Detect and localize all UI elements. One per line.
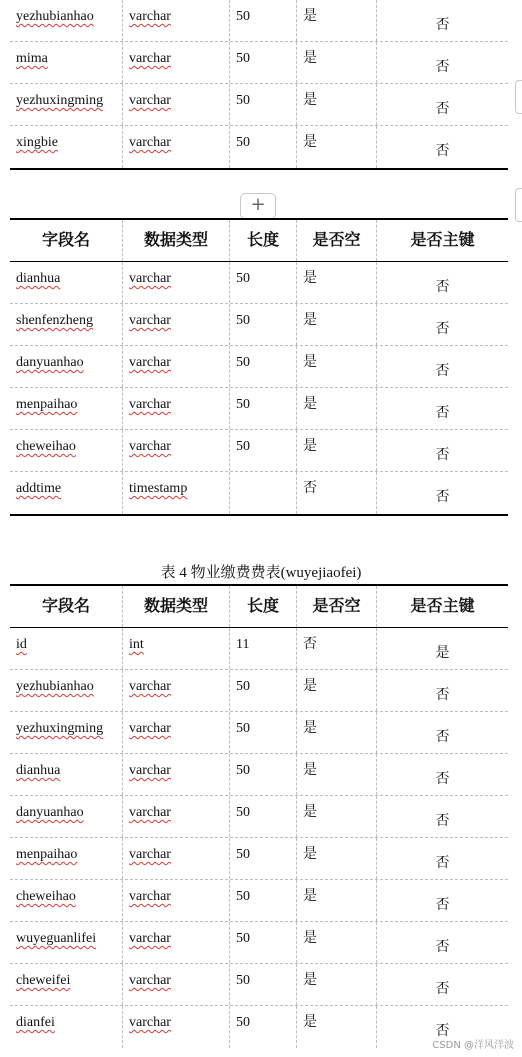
primary-key-cell: 否 (435, 856, 450, 871)
cell-text: varchar (129, 931, 171, 946)
data-type-cell (123, 42, 230, 83)
column-header: 是否主键 (410, 230, 475, 249)
data-type-cell (123, 880, 230, 921)
cell-text: cheweihao (16, 889, 76, 904)
primary-key-cell: 否 (435, 322, 450, 337)
field-name-cell (10, 126, 123, 168)
data-type-cell (123, 670, 230, 711)
nullable-cell: 是 (297, 880, 377, 921)
cell-text: varchar (129, 763, 171, 778)
primary-key-cell: 否 (435, 982, 450, 997)
length-cell: 50 (230, 838, 297, 879)
primary-key-cell: 否 (435, 1024, 450, 1039)
length-cell: 50 (230, 922, 297, 963)
nullable-cell: 是 (297, 84, 377, 125)
cell-text: danyuanhao (16, 805, 84, 820)
field-name-cell (10, 430, 123, 471)
table-row (10, 262, 508, 304)
field-name-cell (10, 0, 123, 41)
table-4 (10, 584, 508, 1048)
length-cell: 50 (230, 84, 297, 125)
field-name-cell (10, 712, 123, 753)
table-row (10, 304, 508, 346)
length-cell: 50 (230, 964, 297, 1005)
cell-text: varchar (129, 1015, 171, 1030)
right-edge-handle-bottom[interactable] (515, 188, 522, 222)
length-cell: 50 (230, 42, 297, 83)
cell-text: varchar (129, 397, 171, 412)
length-cell: 50 (230, 304, 297, 345)
field-name-cell (10, 304, 123, 345)
column-header: 字段名 (10, 220, 123, 261)
data-type-cell (123, 126, 230, 168)
data-type-cell (123, 922, 230, 963)
data-type-cell (123, 964, 230, 1005)
primary-key-cell: 否 (435, 448, 450, 463)
nullable-cell: 是 (297, 42, 377, 83)
data-type-cell (123, 262, 230, 303)
table-row (10, 922, 508, 964)
cell-text: varchar (129, 93, 171, 108)
table4-caption: 表 4 物业缴费费表(wuyejiaofei) (160, 565, 362, 581)
nullable-cell: 是 (297, 262, 377, 303)
cell-text: mima (16, 51, 48, 66)
cell-text: varchar (129, 847, 171, 862)
field-name-cell (10, 346, 123, 387)
data-type-cell (123, 754, 230, 795)
length-cell: 50 (230, 880, 297, 921)
table-row (10, 880, 508, 922)
column-header: 数据类型 (123, 220, 230, 261)
column-header: 数据类型 (123, 586, 230, 627)
nullable-cell: 是 (297, 126, 377, 168)
length-cell: 50 (230, 754, 297, 795)
nullable-cell: 是 (297, 712, 377, 753)
nullable-cell: 是 (297, 964, 377, 1005)
primary-key-cell: 否 (435, 364, 450, 379)
nullable-cell: 是 (297, 922, 377, 963)
length-cell: 50 (230, 670, 297, 711)
cell-text: varchar (129, 721, 171, 736)
table-middle (10, 218, 508, 516)
data-type-cell (123, 838, 230, 879)
cell-text: yezhubianhao (16, 679, 94, 694)
data-type-cell (123, 472, 230, 514)
right-edge-handle-top[interactable] (515, 80, 522, 114)
data-type-cell (123, 84, 230, 125)
length-cell (230, 472, 297, 514)
field-name-cell (10, 472, 123, 514)
data-type-cell (123, 628, 230, 669)
table-header-row (10, 586, 508, 628)
cell-text: cheweifei (16, 973, 71, 988)
field-name-cell (10, 964, 123, 1005)
column-header: 长度 (230, 586, 297, 627)
cell-text: shenfenzheng (16, 313, 93, 328)
table-row (10, 388, 508, 430)
field-name-cell (10, 838, 123, 879)
primary-key-cell: 否 (435, 772, 450, 787)
cell-text: varchar (129, 271, 171, 286)
table-top (10, 0, 508, 170)
cell-text: varchar (129, 889, 171, 904)
primary-key-cell: 否 (435, 940, 450, 955)
nullable-cell: 是 (297, 304, 377, 345)
cell-text: varchar (129, 679, 171, 694)
table-row (10, 838, 508, 880)
nullable-cell: 否 (297, 472, 377, 514)
length-cell: 50 (230, 1006, 297, 1048)
cell-text: varchar (129, 973, 171, 988)
column-header: 字段名 (10, 586, 123, 627)
nullable-cell: 是 (297, 1006, 377, 1048)
data-type-cell (123, 1006, 230, 1048)
primary-key-cell: 否 (435, 406, 450, 421)
length-cell: 50 (230, 262, 297, 303)
table-row (10, 472, 508, 514)
cell-text: varchar (129, 313, 171, 328)
field-name-cell (10, 42, 123, 83)
nullable-cell: 是 (297, 430, 377, 471)
table-row (10, 670, 508, 712)
primary-key-cell: 是 (435, 646, 450, 661)
column-header: 是否主键 (410, 596, 475, 615)
data-type-cell (123, 304, 230, 345)
nullable-cell: 是 (297, 0, 377, 41)
nullable-cell: 否 (297, 628, 377, 669)
field-name-cell (10, 880, 123, 921)
cell-text: dianhua (16, 763, 61, 778)
data-type-cell (123, 796, 230, 837)
length-cell: 50 (230, 796, 297, 837)
table-row (10, 346, 508, 388)
nullable-cell: 是 (297, 754, 377, 795)
primary-key-cell: 否 (435, 60, 450, 75)
data-type-cell (123, 388, 230, 429)
cell-text: yezhuxingming (16, 721, 104, 736)
table-row (10, 754, 508, 796)
length-cell: 50 (230, 346, 297, 387)
watermark: CSDN @洋风洋波 (432, 1040, 514, 1051)
cell-text: varchar (129, 135, 171, 150)
table-row (10, 712, 508, 754)
add-row-plus-icon[interactable]: + (240, 193, 276, 219)
primary-key-cell: 否 (435, 814, 450, 829)
primary-key-cell: 否 (435, 730, 450, 745)
field-name-cell (10, 262, 123, 303)
column-header: 是否空 (297, 586, 377, 627)
column-header: 长度 (230, 220, 297, 261)
cell-text: cheweihao (16, 439, 76, 454)
cell-text: wuyeguanlifei (16, 931, 97, 946)
cell-text: xingbie (16, 135, 58, 150)
table-row (10, 964, 508, 1006)
table-row (10, 84, 508, 126)
field-name-cell (10, 670, 123, 711)
cell-text: yezhubianhao (16, 9, 94, 24)
primary-key-cell: 否 (435, 490, 450, 505)
nullable-cell: 是 (297, 838, 377, 879)
cell-text: yezhuxingming (16, 93, 104, 108)
field-name-cell (10, 754, 123, 795)
cell-text: varchar (129, 355, 171, 370)
table-row (10, 126, 508, 168)
cell-text: menpaihao (16, 847, 78, 862)
field-name-cell (10, 628, 123, 669)
cell-text: dianhua (16, 271, 61, 286)
primary-key-cell: 否 (435, 688, 450, 703)
cell-text: int (129, 637, 144, 652)
length-cell: 50 (230, 712, 297, 753)
cell-text: timestamp (129, 481, 188, 496)
nullable-cell: 是 (297, 796, 377, 837)
data-type-cell (123, 430, 230, 471)
table-row (10, 0, 508, 42)
table-row (10, 628, 508, 670)
data-type-cell (123, 712, 230, 753)
length-cell: 50 (230, 430, 297, 471)
column-header: 是否空 (297, 220, 377, 261)
primary-key-cell: 否 (435, 898, 450, 913)
cell-text: varchar (129, 439, 171, 454)
nullable-cell: 是 (297, 346, 377, 387)
nullable-cell: 是 (297, 670, 377, 711)
nullable-cell: 是 (297, 388, 377, 429)
cell-text: dianfei (16, 1015, 55, 1030)
data-type-cell (123, 0, 230, 41)
primary-key-cell: 否 (435, 102, 450, 117)
cell-text: id (16, 637, 27, 652)
field-name-cell (10, 388, 123, 429)
table-row (10, 796, 508, 838)
cell-text: addtime (16, 481, 62, 496)
cell-text: varchar (129, 51, 171, 66)
table-header-row (10, 220, 508, 262)
cell-text: varchar (129, 805, 171, 820)
length-cell: 50 (230, 0, 297, 41)
field-name-cell (10, 922, 123, 963)
table-row (10, 42, 508, 84)
field-name-cell (10, 796, 123, 837)
primary-key-cell: 否 (435, 18, 450, 33)
length-cell: 50 (230, 126, 297, 168)
field-name-cell (10, 84, 123, 125)
cell-text: danyuanhao (16, 355, 84, 370)
cell-text: varchar (129, 9, 171, 24)
primary-key-cell: 否 (435, 144, 450, 159)
field-name-cell (10, 1006, 123, 1048)
length-cell: 11 (230, 628, 297, 669)
table-row (10, 430, 508, 472)
cell-text: menpaihao (16, 397, 78, 412)
length-cell: 50 (230, 388, 297, 429)
primary-key-cell: 否 (435, 280, 450, 295)
data-type-cell (123, 346, 230, 387)
